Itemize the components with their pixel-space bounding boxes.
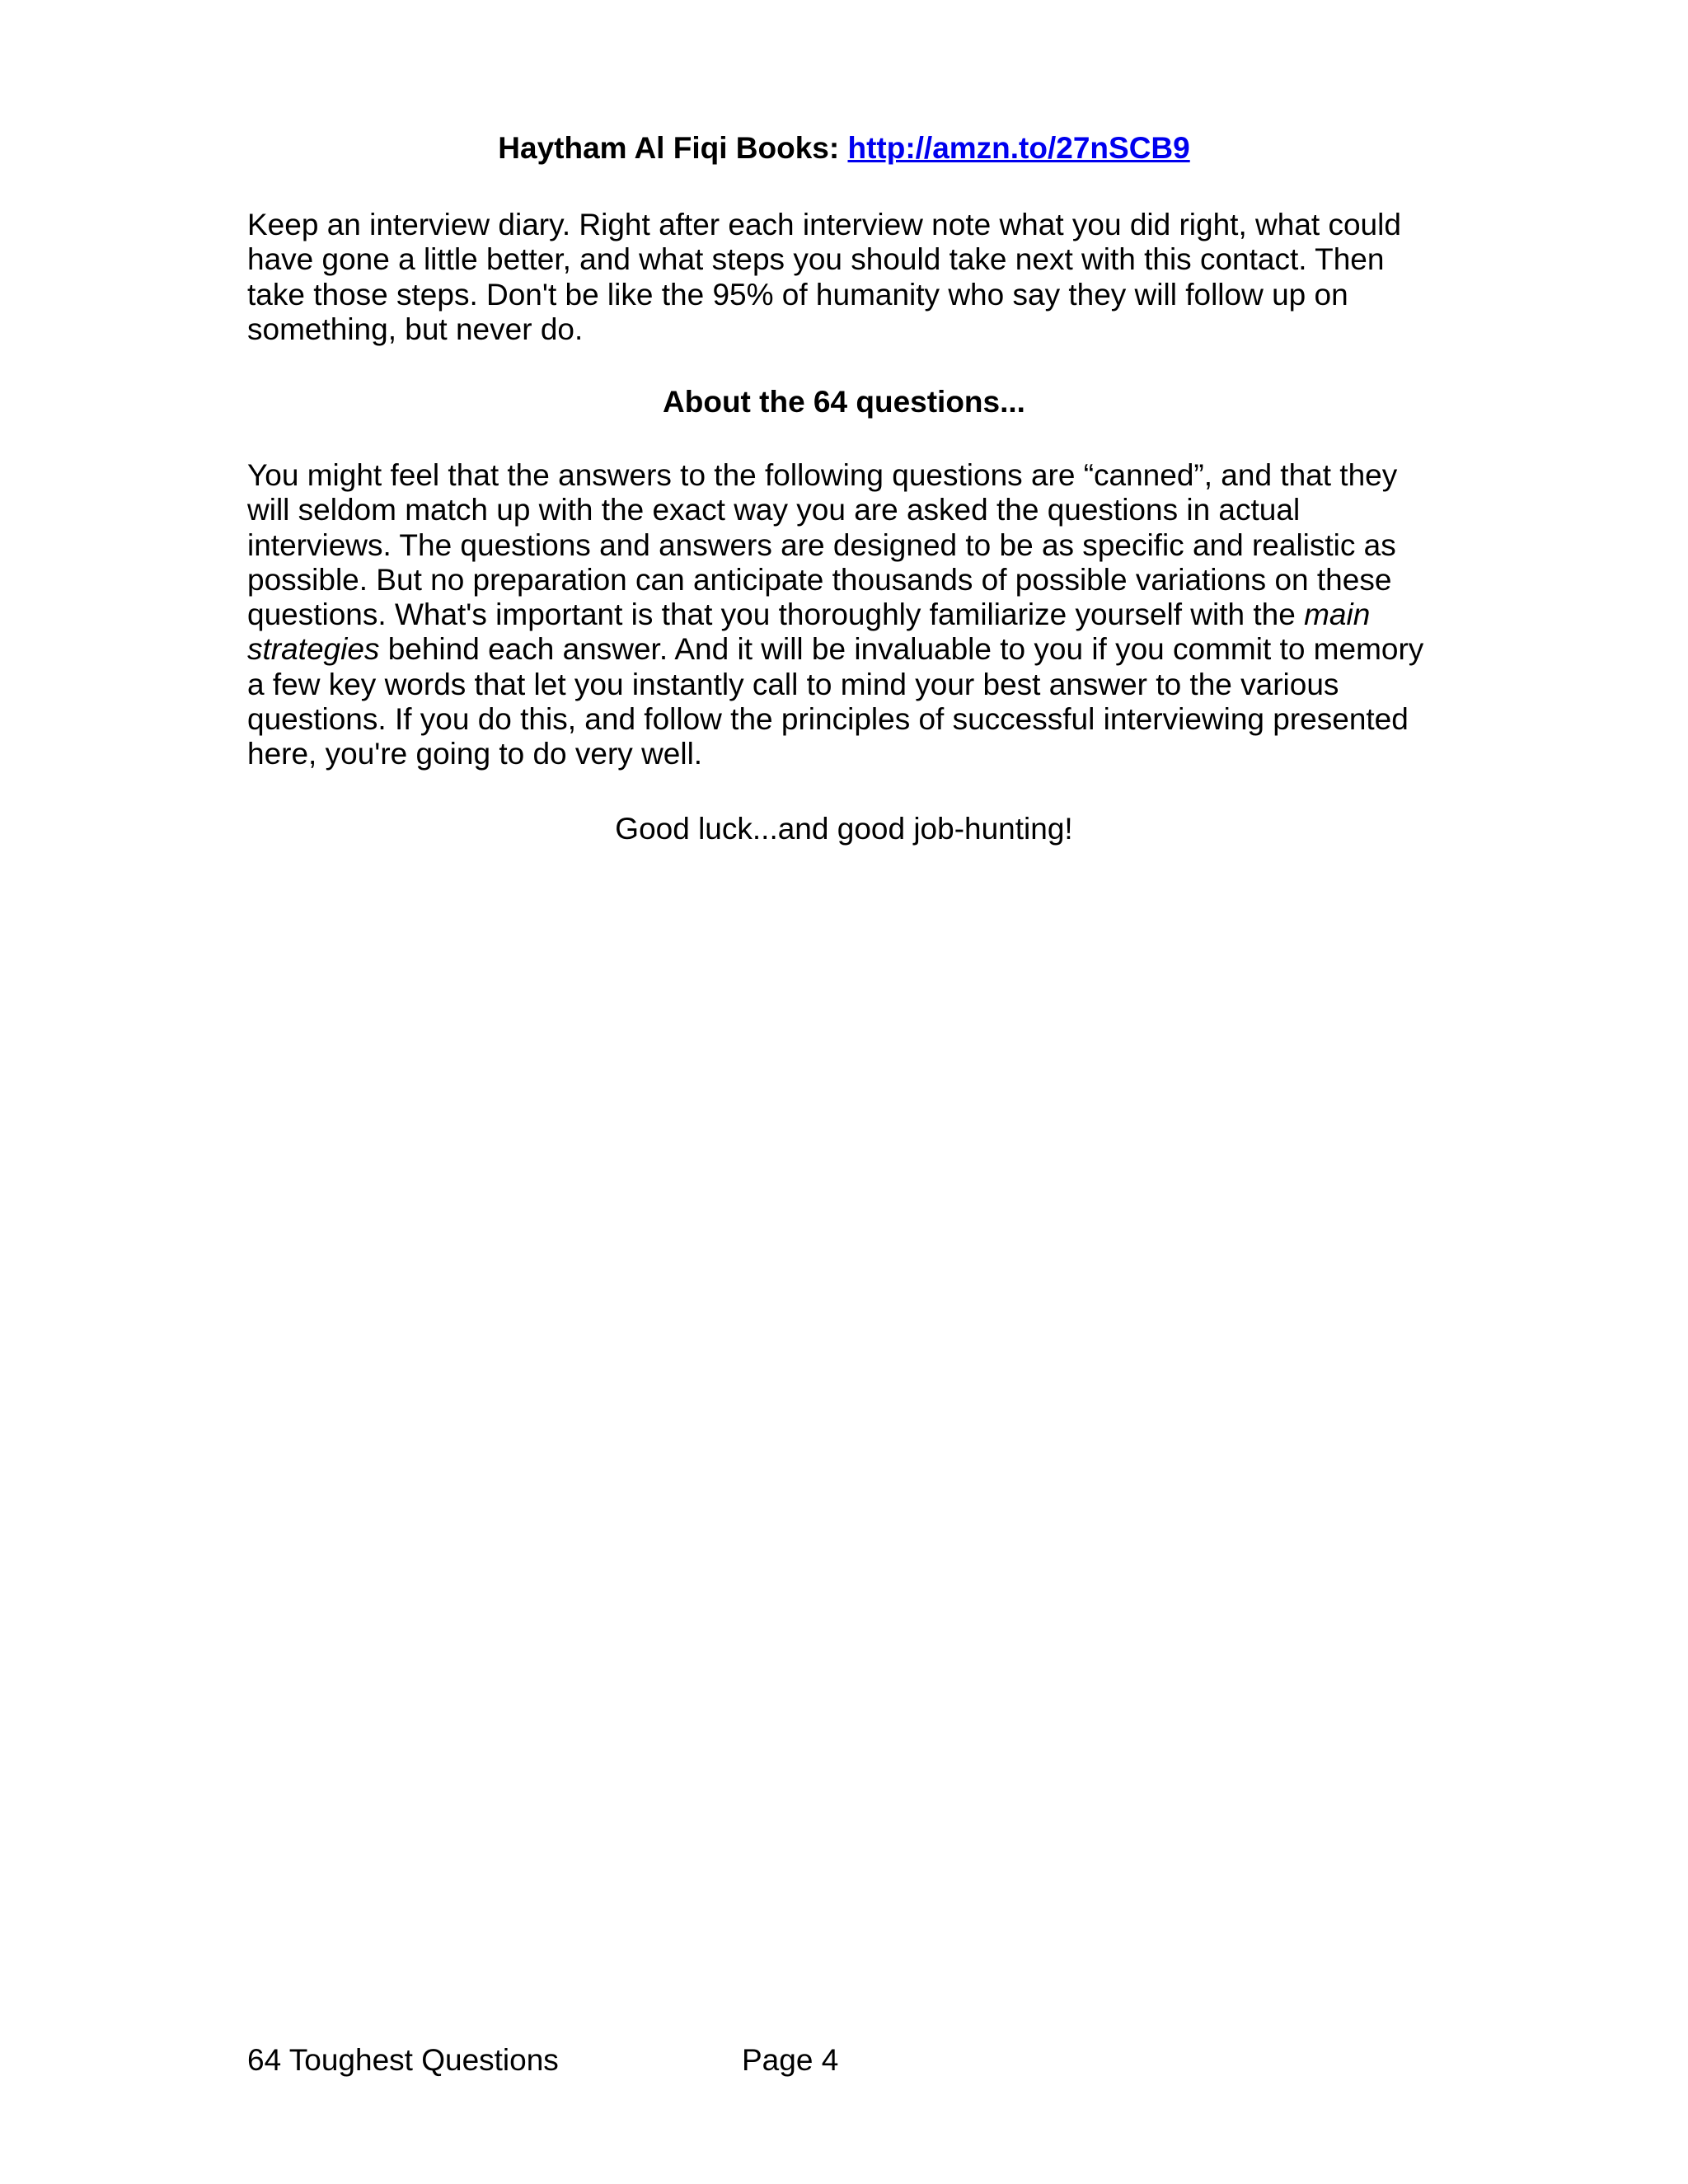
body-text-part-1: You might feel that the answers to the following questions are “canned”, and that they will seldom match up with the exact way you are asked the questions in actual interviews. The questions and answers are designed to be as specific and realistic as possible. But no preparation can anticipate thousands of possible variations on these questions. What's important is that you thoroughly familiarize yourself with the [247, 458, 1398, 632]
body-emphasis: main strategies [247, 598, 1371, 667]
body-paragraph [247, 458, 1434, 772]
footer-page-number: Page 4 [742, 2043, 839, 2077]
body-text-part-2: behind each answer. And it will be invaluable to you if you commit to memory a few key words that let you instantly call to mind your best answer to the various questions. If you do this, and follow the principles of successful interviewing presented here, you're going to do very well. [247, 632, 1424, 771]
intro-paragraph: Keep an interview diary. Right after each interview note what you did right, what could have gone a little better, and what steps you should take next with this contact. Then take those steps. Don't be like the 95% of humanity who say they will follow up on something, but never do. [247, 208, 1401, 346]
amazon-link[interactable]: http://amzn.to/27nSCB9 [847, 131, 1190, 165]
header-label: Haytham Al Fiqi Books: [498, 131, 848, 165]
page-header [0, 129, 1688, 168]
section-heading: About the 64 questions... [663, 385, 1025, 419]
closing-line: Good luck...and good job-hunting! [615, 812, 1073, 846]
footer-document-title: 64 Toughest Questions [247, 2043, 559, 2077]
